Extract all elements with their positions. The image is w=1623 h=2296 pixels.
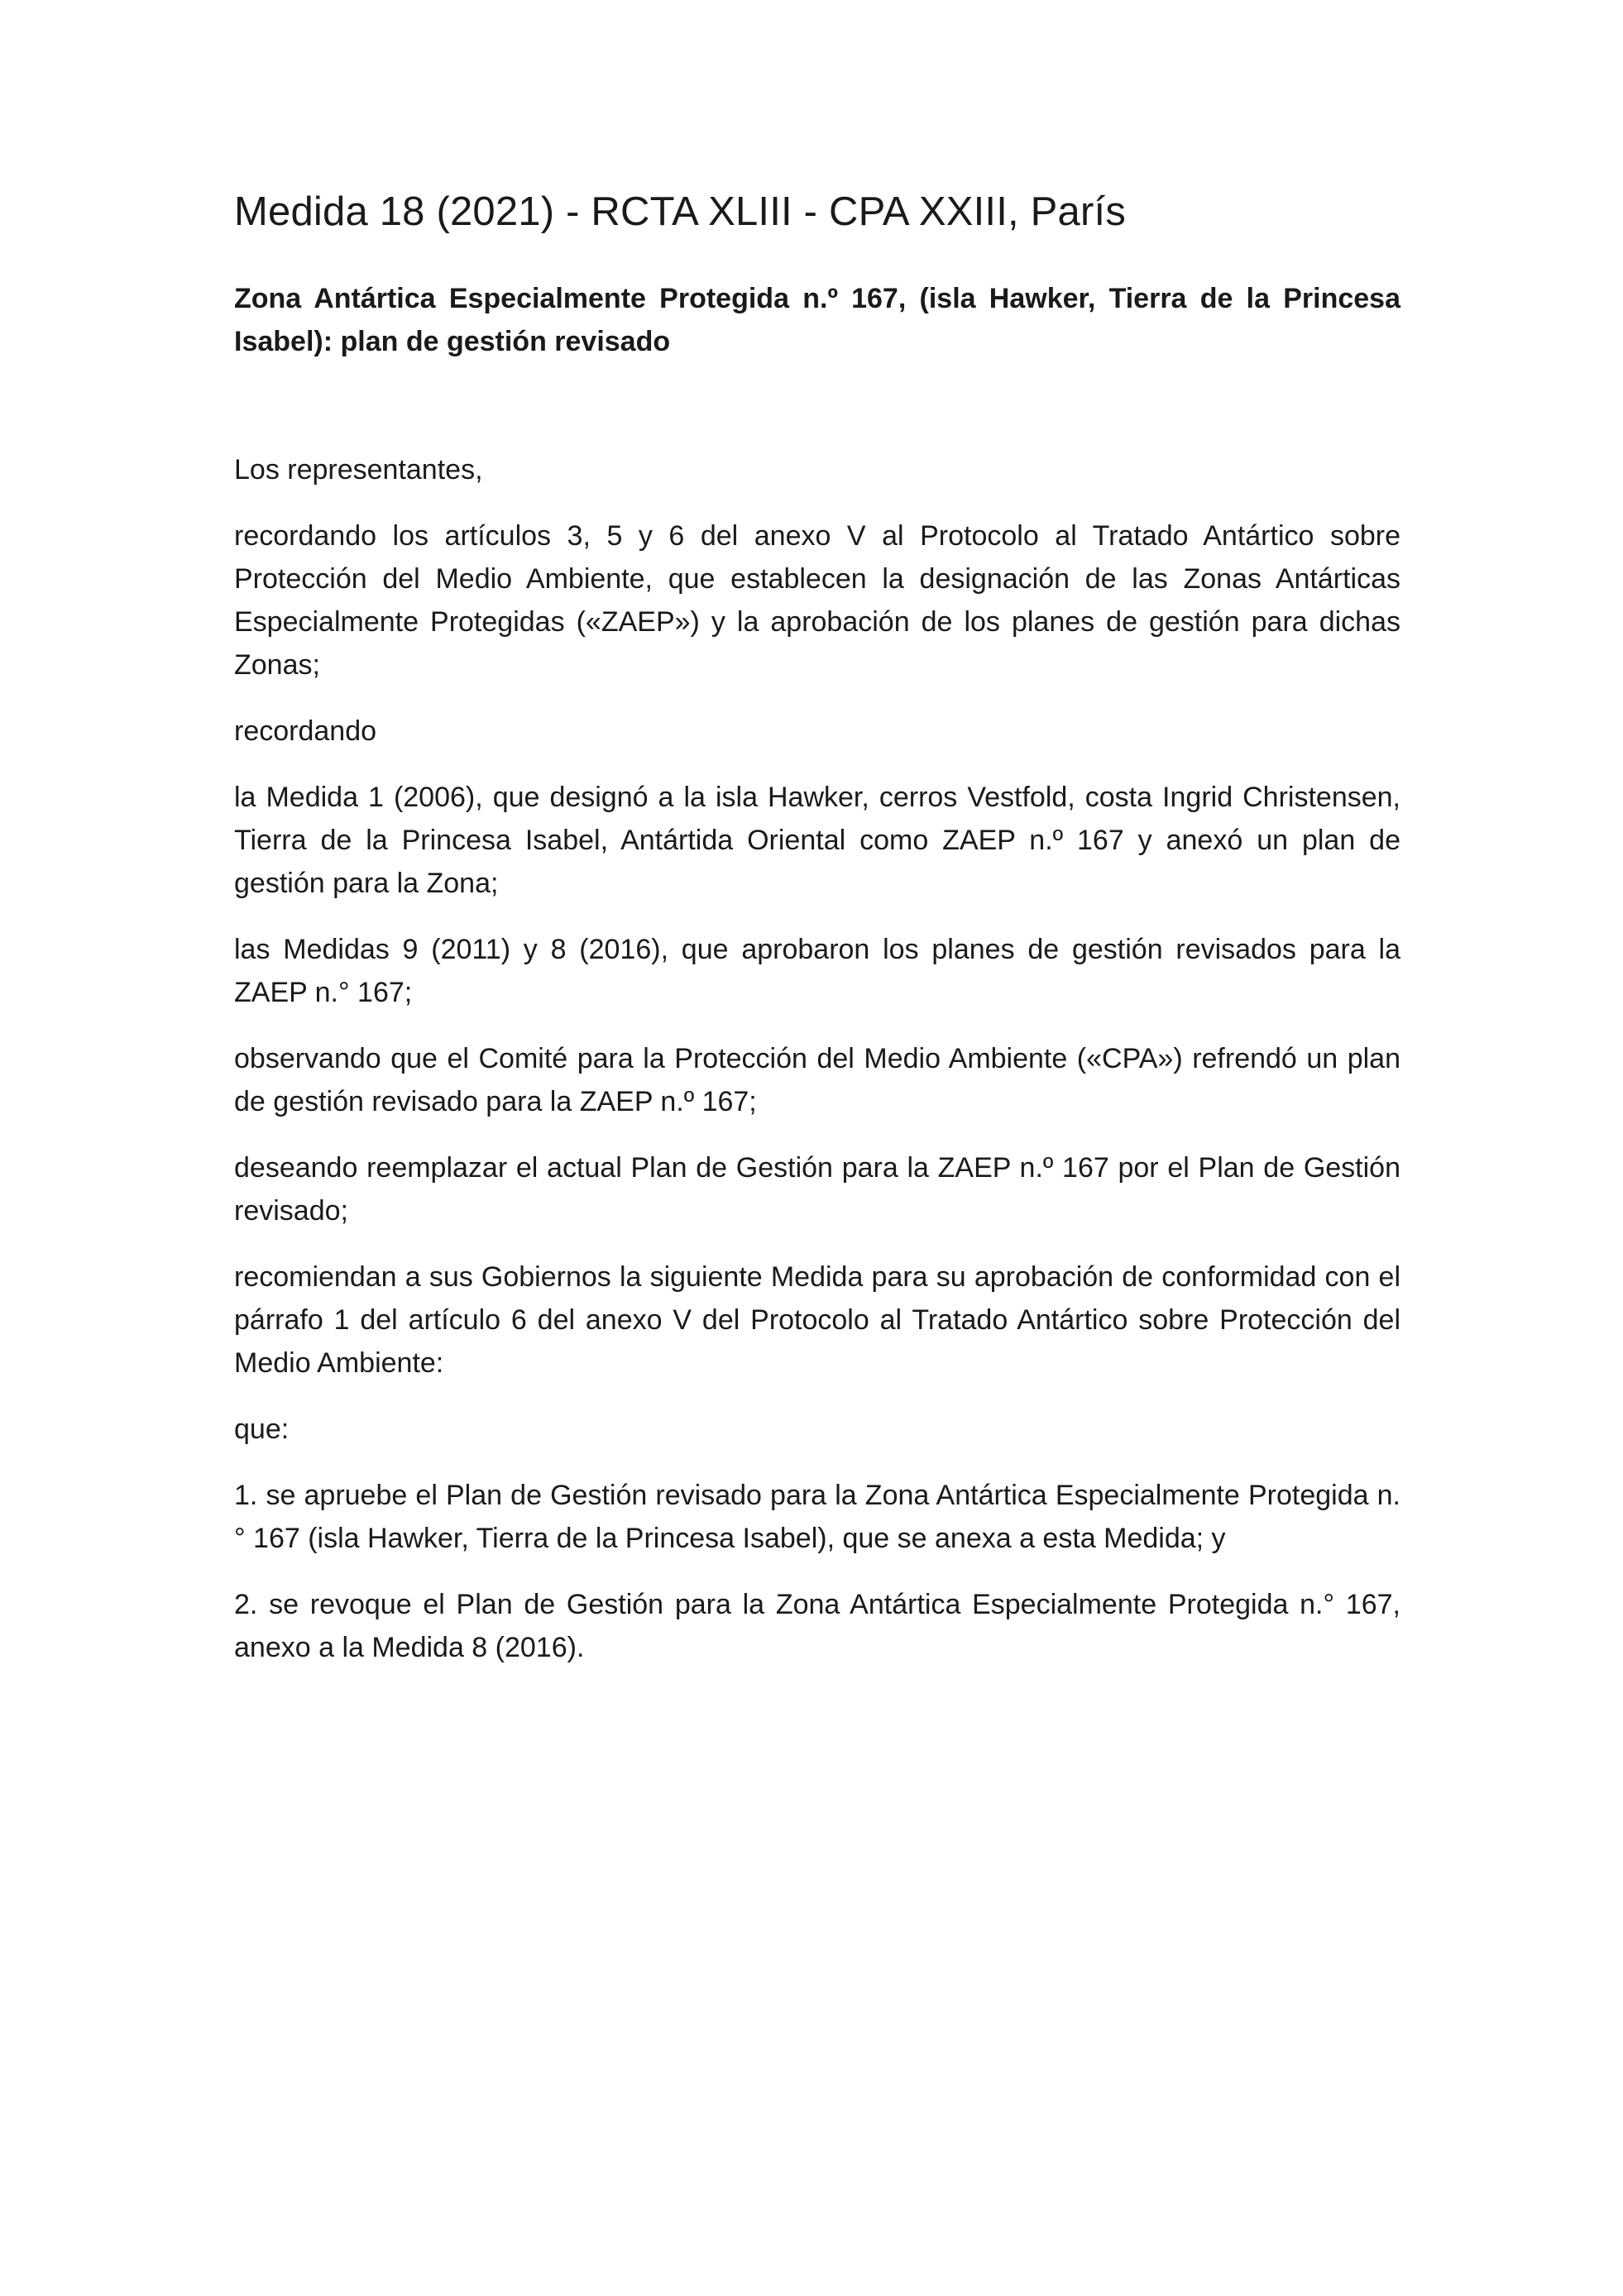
document-subtitle: Zona Antártica Especialmente Protegida n.º 167, (isla Hawker, Tierra de la Princesa Isabel): plan de gestión revisado bbox=[234, 282, 1400, 357]
paragraph-desiring: deseando reemplazar el actual Plan de Gestión para la ZAEP n.º 167 por el Plan de Gestión revisado; bbox=[234, 1151, 1400, 1227]
document-body bbox=[234, 448, 1400, 1669]
paragraph-preamble: Los representantes, bbox=[234, 453, 483, 486]
paragraph-recalling-articles: recordando los artículos 3, 5 y 6 del anexo V al Protocolo al Tratado Antártico sobre Protección del Medio Ambiente, que establecen la designación de las Zonas Antárticas Especialmente Protegidas («ZAEP») y la aprobación de los planes de gestión para dichas Zonas; bbox=[234, 519, 1400, 681]
paragraph-recalling: recordando bbox=[234, 715, 377, 747]
paragraph-measures-2011-2016: las Medidas 9 (2011) y 8 (2016), que aprobaron los planes de gestión revisados para la ZAEP n.° 167; bbox=[234, 933, 1400, 1008]
paragraph-item-1: 1. se apruebe el Plan de Gestión revisado para la Zona Antártica Especialmente Protegida n.° 167 (isla Hawker, Tierra de la Princesa Isabel), que se anexa a esta Medida; y bbox=[234, 1479, 1400, 1554]
paragraph-noting-cep: observando que el Comité para la Protección del Medio Ambiente («CPA») refrendó un plan de gestión revisado para la ZAEP n.º 167; bbox=[234, 1042, 1400, 1117]
document-title: Medida 18 (2021) - RCTA XLIII - CPA XXIII, París bbox=[234, 189, 1127, 234]
paragraph-measure-2006: la Medida 1 (2006), que designó a la isla Hawker, cerros Vestfold, costa Ingrid Christensen, Tierra de la Princesa Isabel, Antártida Oriental como ZAEP n.º 167 y anexó un plan de gestión para la Zona; bbox=[234, 781, 1400, 899]
paragraph-recommend: recomiendan a sus Gobiernos la siguiente Medida para su aprobación de conformidad con el párrafo 1 del artículo 6 del anexo V del Protocolo al Tratado Antártico sobre Protección del Medio Ambiente: bbox=[234, 1260, 1400, 1379]
paragraph-item-2: 2. se revoque el Plan de Gestión para la Zona Antártica Especialmente Protegida n.° 167, anexo a la Medida 8 (2016). bbox=[234, 1588, 1400, 1663]
document-page bbox=[234, 186, 1400, 1692]
paragraph-that: que: bbox=[234, 1413, 290, 1445]
